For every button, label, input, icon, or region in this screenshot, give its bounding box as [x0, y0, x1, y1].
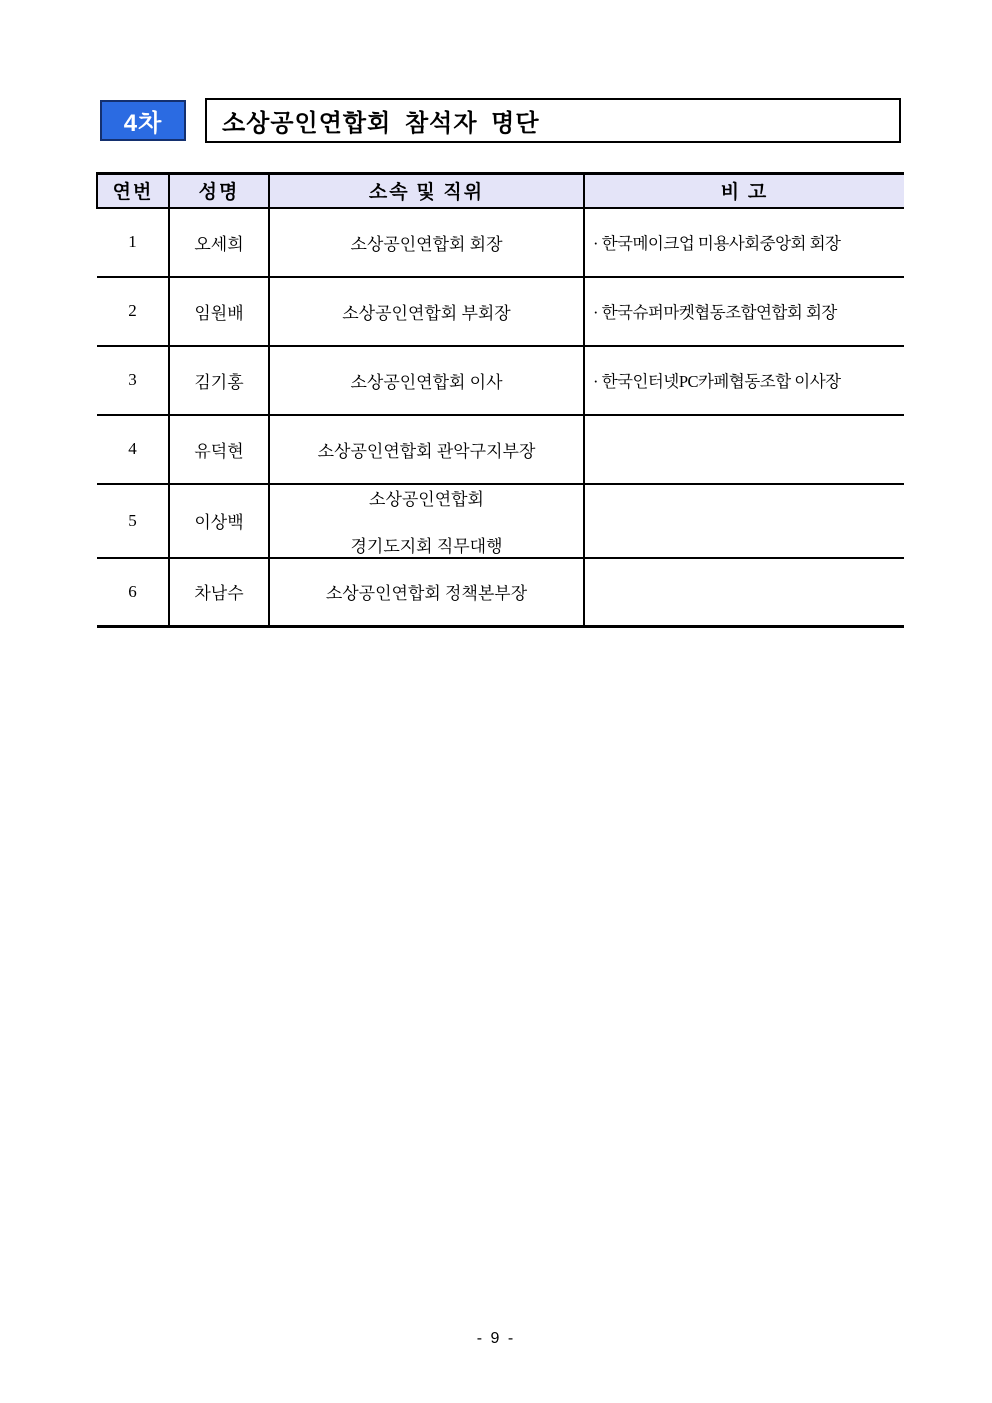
cell-affiliation	[269, 484, 584, 558]
cell-name: 이상백	[169, 484, 269, 558]
table-row	[97, 558, 904, 627]
cell-no: 6	[97, 558, 169, 627]
cell-name: 오세희	[169, 208, 269, 277]
round-badge	[100, 100, 186, 141]
header-name: 성명	[169, 174, 269, 208]
table-row	[97, 208, 904, 277]
affiliation-line1: 소상공인연합회 정책본부장	[325, 584, 528, 604]
table-row	[97, 484, 904, 558]
cell-name: 유덕현	[169, 415, 269, 484]
cell-affiliation	[269, 208, 584, 277]
header-no: 연번	[97, 174, 169, 208]
table-row	[97, 346, 904, 415]
round-badge-label: 4차	[123, 110, 163, 137]
cell-affiliation	[269, 415, 584, 484]
affiliation-line1: 소상공인연합회 관악구지부장	[317, 441, 536, 461]
affiliation-line2: 경기도지회 직무대행	[350, 536, 503, 556]
header-affiliation: 소속 및 직위	[269, 174, 584, 208]
cell-name: 차남수	[169, 558, 269, 627]
page-number: - 9 -	[476, 1330, 516, 1347]
cell-no: 1	[97, 208, 169, 277]
cell-name: 임원배	[169, 277, 269, 346]
affiliation-line1: 소상공인연합회 부회장	[342, 303, 511, 323]
cell-note	[584, 484, 904, 558]
cell-note: · 한국슈퍼마켓협동조합연합회 회장	[584, 277, 904, 346]
table-row	[97, 277, 904, 346]
cell-affiliation	[269, 346, 584, 415]
cell-no: 4	[97, 415, 169, 484]
title-box	[205, 98, 901, 143]
cell-note	[584, 558, 904, 627]
affiliation-line1: 소상공인연합회 회장	[350, 234, 503, 254]
cell-note: · 한국인터넷PC카페협동조합 이사장	[584, 346, 904, 415]
page-title: 소상공인연합회 참석자 명단	[222, 110, 540, 137]
attendee-table	[96, 172, 904, 628]
table-header-row	[97, 174, 904, 208]
attendee-table-wrapper	[96, 172, 903, 628]
cell-note	[584, 415, 904, 484]
header-note: 비 고	[584, 174, 904, 208]
cell-affiliation	[269, 277, 584, 346]
table-row	[97, 415, 904, 484]
cell-name: 김기홍	[169, 346, 269, 415]
cell-affiliation	[269, 558, 584, 627]
cell-no: 5	[97, 484, 169, 558]
affiliation-line1: 소상공인연합회 이사	[350, 372, 503, 392]
affiliation-line1: 소상공인연합회	[369, 489, 484, 509]
cell-no: 3	[97, 346, 169, 415]
cell-note: · 한국메이크업 미용사회중앙회 회장	[584, 208, 904, 277]
cell-no: 2	[97, 277, 169, 346]
